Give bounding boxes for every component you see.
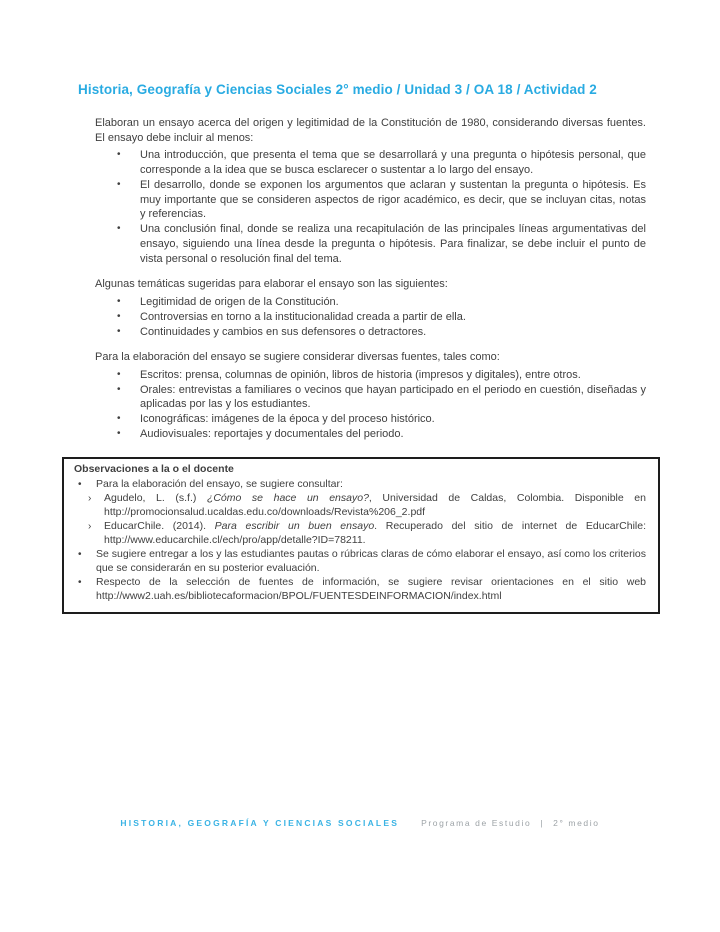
- footer-program-label: Programa de Estudio: [421, 818, 532, 828]
- bullet-text: Orales: entrevistas a familiares o vecinos que hayan participado en el periodo en cuestión, diseñadas y aplicadas por las y los estudiantes.: [140, 383, 646, 411]
- sources-paragraph: Para la elaboración del ensayo se sugiere considerar diversas fuentes, tales como:: [95, 351, 500, 364]
- bullet-icon: •: [117, 149, 121, 161]
- document-body: [74, 116, 646, 614]
- bullet-icon: •: [117, 383, 121, 395]
- reference-author: Agudelo, L. (s.f.): [104, 492, 207, 505]
- bullet-text: Para la elaboración del ensayo, se sugiere consultar:: [96, 477, 343, 490]
- bullet-text: Controversias en torno a la institucionalidad creada a partir de ella.: [140, 310, 466, 323]
- bullet-text: Iconográficas: imágenes de la época y del proceso histórico.: [140, 413, 435, 426]
- topics-paragraph: Algunas temáticas sugeridas para elaborar el ensayo son las siguientes:: [95, 278, 448, 291]
- sub-bullet-icon: ›: [88, 493, 92, 505]
- bullet-text: Respecto de la selección de fuentes de información, se sugiere revisar orientaciones en el sitio web http://www2.uah.es/bibliotecaformacion/BPOL/FUENTESDEINFORMACION/index.html: [96, 576, 646, 602]
- reference-title: Para escribir un buen ensayo: [214, 520, 375, 533]
- footer-separator: |: [540, 818, 545, 828]
- page-footer: [0, 813, 720, 831]
- bullet-icon: •: [117, 413, 121, 425]
- reference-source-url: . Recuperado del sitio de internet de EducarChile: http://www.educarchile.cl/ech/pro/app/detalle?ID=78211.: [104, 520, 646, 547]
- reference-source-url: , Universidad de Caldas, Colombia. Disponible en http://promocionsalud.ucaldas.edu.co/downloads/Revista%206_2.pdf: [104, 492, 646, 519]
- bullet-text: Escritos: prensa, columnas de opinión, libros de historia (impresos y digitales), entre otros.: [140, 369, 581, 382]
- topics-bullet-list: [95, 295, 646, 339]
- sources-bullet-list: [95, 368, 646, 442]
- reference-author: EducarChile. (2014).: [104, 520, 215, 533]
- bullet-text: El desarrollo, donde se exponen los argumentos que aclaran y sustentan la pregunta o hipótesis. Es muy importante que se consideren aspectos de rigor académico, es decir, que se incluyan citas, notas y referencias.: [140, 178, 646, 221]
- teacher-box-list: [74, 478, 646, 493]
- intro-paragraph: Elaboran un ensayo acerca del origen y legitimidad de la Constitución de 1980, considerando diversas fuentes. El ensayo debe incluir al menos:: [95, 117, 646, 144]
- list-item: [117, 295, 646, 310]
- page-title: Historia, Geografía y Ciencias Sociales 2° medio / Unidad 3 / OA 18 / Actividad 2: [78, 82, 597, 97]
- bullet-text: Una introducción, que presenta el tema que se desarrollará y una pregunta o hipótesis personal, que corresponde a la idea que se busca esclarecer o sustentar a lo largo del ensayo.: [140, 149, 646, 177]
- teacher-box-list: [74, 548, 646, 604]
- bullet-icon: •: [117, 223, 121, 235]
- bullet-text: Audiovisuales: reportajes y documentales del periodo.: [140, 427, 404, 440]
- list-item: [117, 383, 646, 412]
- list-item: [78, 548, 646, 576]
- bullet-icon: •: [117, 325, 121, 337]
- list-item: [117, 412, 646, 427]
- footer-subject-label: HISTORIA, GEOGRAFÍA Y CIENCIAS SOCIALES: [120, 818, 400, 828]
- list-item: [117, 325, 646, 340]
- bullet-icon: •: [117, 296, 121, 308]
- bullet-text: Continuidades y cambios en sus defensores o detractores.: [140, 325, 427, 338]
- reference-title: ¿Cómo se hace un ensayo?: [206, 492, 369, 505]
- sub-bullet-icon: ›: [88, 521, 92, 533]
- bullet-icon: •: [117, 369, 121, 381]
- list-item: [117, 427, 646, 442]
- bullet-icon: •: [78, 478, 82, 490]
- bullet-text: Una conclusión final, donde se realiza una recapitulación de las principales líneas argumentativas del ensayo, siguiendo una línea desde la pregunta o hipótesis. Para finalizar, se debe incluir el punto de vista personal o resolución final del tema.: [140, 223, 646, 265]
- list-item: [117, 310, 646, 325]
- reference-item: [88, 492, 646, 520]
- teacher-observations-box: [62, 457, 660, 614]
- bullet-icon: •: [117, 178, 121, 190]
- bullet-icon: •: [117, 427, 121, 439]
- bullet-icon: •: [78, 549, 82, 561]
- reference-text: [104, 492, 646, 520]
- bullet-icon: •: [78, 577, 82, 589]
- bullet-icon: •: [117, 310, 121, 322]
- list-item: [78, 478, 646, 493]
- intro-bullet-list: [95, 148, 646, 266]
- list-item: [117, 222, 646, 266]
- list-item: [78, 576, 646, 604]
- list-item: [117, 178, 646, 222]
- teacher-box-title: Observaciones a la o el docente: [74, 462, 234, 475]
- reference-text: [104, 520, 646, 548]
- bullet-text: Se sugiere entregar a los y las estudiantes pautas o rúbricas claras de cómo elaborar el ensayo, así como los criterios que se considerarán en su posterior evaluación.: [96, 548, 646, 575]
- reference-item: [88, 520, 646, 548]
- list-item: [117, 148, 646, 177]
- reference-list: [74, 492, 646, 548]
- list-item: [117, 368, 646, 383]
- bullet-text: Legitimidad de origen de la Constitución.: [140, 296, 339, 309]
- footer-grade-label: 2° medio: [553, 818, 600, 828]
